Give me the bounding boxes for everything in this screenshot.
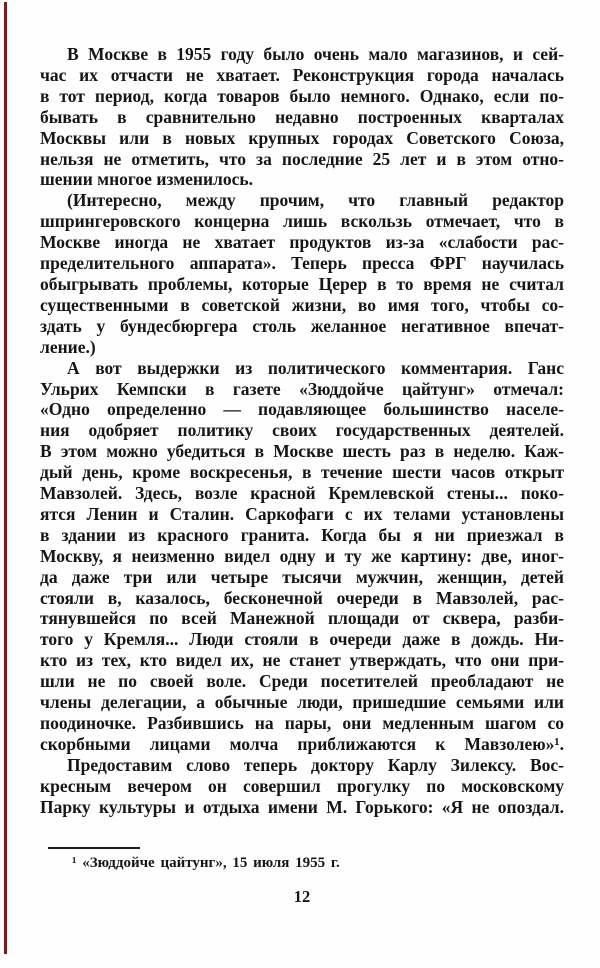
text-line: кто из тех, кто видел их, не станет утверждать, что они при- — [40, 650, 564, 671]
text-line: существенными в советской жизни, во имя того, чтобы со- — [40, 294, 564, 315]
text-line: Мавзолей. Здесь, возле красной Кремлевской стены... поко- — [40, 483, 564, 504]
text-line: А вот выдержки из политического комментария. Ганс — [67, 357, 564, 378]
paragraph — [40, 44, 564, 190]
paragraph — [40, 190, 564, 357]
text-line: шпрингеровского концерна лишь вскользь отмечает, что в — [40, 211, 564, 232]
text-line: Ульрих Кемпски в газете «Зюддойче цайтунг» отмечал: — [40, 378, 564, 399]
text-line: В Москве в 1955 году было очень мало магазинов, и сей- — [67, 44, 564, 64]
text-line: ятся Ленин и Сталин. Саркофаги с их телами установлены — [40, 503, 564, 524]
text-line: скорбными лицами молча приближаются к Мавзолею»¹. — [40, 733, 564, 754]
text-line: члены делегации, а обычные люди, пришедшие семьями или — [40, 692, 564, 713]
page-number: 12 — [293, 886, 311, 906]
text-line: (Интересно, между прочим, что главный редактор — [67, 190, 564, 211]
paragraph — [40, 755, 564, 818]
text-line: В этом можно убедиться в Москве шесть раз в неделю. Каж- — [40, 441, 564, 462]
text-line: Москве иногда не хватает продуктов из-за «слабости рас- — [40, 232, 564, 253]
text-line: ния одобряет политику своих государственных деятелей. — [40, 420, 564, 441]
text-line: «Одно определенно — подавляющее большинство населе- — [40, 399, 564, 420]
text-line: шли не по своей воле. Среди посетителей преобладают не — [40, 671, 564, 692]
text-line: шении многое изменилось. — [40, 169, 254, 190]
text-column — [40, 44, 564, 818]
text-line: того у Кремля... Люди стояли в очереди даже в дождь. Ни- — [40, 629, 564, 650]
text-line: час их отчасти не хватает. Реконструкция города началась — [40, 64, 564, 85]
text-line: стояли в, казалось, бесконечной очереди в Мавзолей, рас- — [40, 587, 564, 608]
spine-edge-line — [4, 2, 7, 954]
text-line: Москву, я неизменно видел одну и ту же картину: две, иног- — [40, 545, 564, 566]
paragraph — [40, 358, 564, 755]
text-line: дый день, кроме воскресенья, в течение шести часов открыт — [40, 462, 564, 483]
text-line: поодиночке. Разбившись на пары, они медленным шагом со — [40, 713, 564, 733]
text-line: бывать в сравнительно недавно построенных кварталах — [40, 106, 564, 127]
text-line: тянувшейся по всей Манежной площади от сквера, разби- — [40, 608, 564, 629]
page-body — [40, 44, 564, 907]
text-line: Парку культуры и отдыха имени М. Горького: «Я не опоздал. — [40, 796, 564, 817]
text-line: кресным вечером он совершил прогулку по московскому — [40, 775, 564, 796]
footnote-divider — [48, 847, 140, 849]
text-line: да даже три или четыре тысячи мужчин, женщин, детей — [40, 566, 564, 587]
text-line: обыгрывать проблемы, которые Церер в то время не считал — [40, 273, 564, 294]
text-line: Москвы или в новых крупных городах Советского Союза, — [40, 127, 564, 148]
text-line: нельзя не отметить, что за последние 25 лет и в этом отно- — [40, 148, 564, 169]
text-line: в здании из красного гранита. Когда бы я ни приезжал в — [40, 524, 564, 545]
text-line: ление.) — [40, 336, 96, 357]
text-line: в тот период, когда товаров было немного. Однако, если по- — [40, 85, 564, 106]
text-line: Предоставим слово теперь доктору Карлу Зилексу. Вос- — [67, 754, 564, 775]
text-line: пределительного аппарата». Теперь пресса ФРГ научилась — [40, 253, 564, 274]
text-line: здать у бундесбюргера столь желанное негативное впечат- — [40, 315, 564, 336]
footnote-text: ¹ «Зюддойче цайтунг», 15 июля 1955 г. — [72, 854, 340, 871]
